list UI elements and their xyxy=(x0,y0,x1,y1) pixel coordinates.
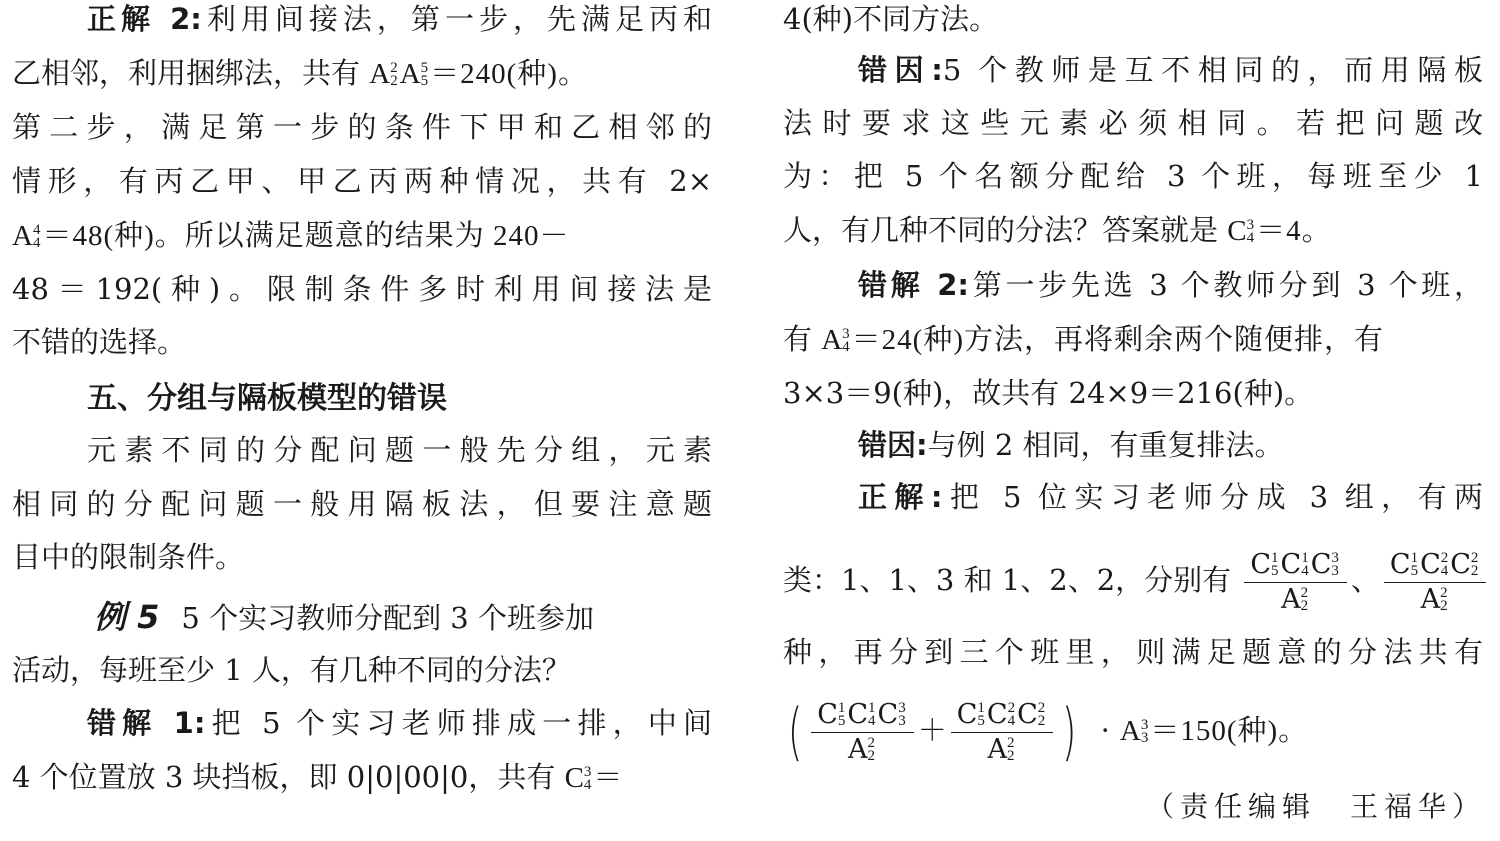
fraction: C 1 5 C 1 4 C 3 3 A 2 2 xyxy=(1244,548,1347,617)
math-A: A xyxy=(821,324,843,356)
wrong-solution-1-label: 错解 1: xyxy=(87,706,206,740)
formula-line: ( C 1 5 C 1 4 C 3 3 A 2 2 ＋ C 1 5 C 2 4 C 2 2 A 2 2 ) · A 3 3 ＝150(种)。 xyxy=(787,695,1309,768)
text-line: 4(种)不同方法。 xyxy=(783,2,999,36)
text-line: 乙相邻，利用捆绑法，共有 A 2 2 A 5 5 ＝240(种)。 xyxy=(12,56,588,90)
math-C: C xyxy=(1227,215,1247,247)
solution-2-label: 正解 2: xyxy=(87,2,202,36)
text-line: 第二步，满足第一步的条件下甲和乙相邻的 xyxy=(12,110,712,144)
text-line: 情形，有丙乙甲、甲乙丙两种情况，共有 2× xyxy=(12,164,712,198)
text-line: 错因:5 个教师是互不相同的，而用隔板 xyxy=(858,53,1483,87)
text-line: 为：把 5 个名额分配给 3 个班，每班至少 1 xyxy=(783,159,1483,193)
fraction: C 1 5 C 1 4 C 3 3 A 2 2 xyxy=(811,698,914,767)
text-line: 3×3＝9(种)，故共有 24×9＝216(种)。 xyxy=(783,376,1314,410)
error-cause-label: 错因: xyxy=(858,53,943,87)
text-line: 48＝192(种)。限制条件多时利用间接法是 xyxy=(12,272,712,306)
section-heading: 五、分组与隔板模型的错误 xyxy=(87,381,447,416)
fraction: C 1 5 C 2 4 C 2 2 A 2 2 xyxy=(951,698,1054,767)
text-line: 目中的限制条件。 xyxy=(12,540,245,574)
math-A: A xyxy=(369,58,391,90)
text-line: 元素不同的分配问题一般先分组，元素 xyxy=(87,433,712,467)
formula-line: 类：1、1、3 和 1、2、2，分别有 C 1 5 C 1 4 C 3 3 A 2 2 、 C 1 5 C 2 4 C 2 2 A 2 2 xyxy=(783,545,1483,615)
example-label: 例 5 xyxy=(94,598,160,636)
text-line: 有 A 3 4 ＝24(种)方法，再将剩余两个随便排，有 xyxy=(783,322,1384,356)
text-line: 人，有几种不同的分法？答案就是 C 3 4 ＝4。 xyxy=(783,213,1332,247)
text-line: 正解:把 5 位实习老师分成 3 组，有两 xyxy=(858,480,1483,514)
text-line: 4 个位置放 3 块挡板，即 0|0|00|0，共有 C 3 4 ＝ xyxy=(12,760,624,794)
text-line: 正解 2:利用间接法，第一步，先满足丙和 xyxy=(87,2,712,36)
fraction: C 1 5 C 2 4 C 2 2 A 2 2 xyxy=(1384,548,1487,617)
text-line: 法时要求这些元素必须相同。若把问题改 xyxy=(783,106,1483,140)
text-line: A 4 4 ＝48(种)。所以满足题意的结果为 240－ xyxy=(12,220,570,252)
text-line: 活动，每班至少 1 人，有几种不同的分法？ xyxy=(12,653,571,687)
right-paren: ) xyxy=(1062,695,1077,768)
example-line: 例 5 5 个实习教师分配到 3 个班参加 xyxy=(94,598,594,636)
math-A: A xyxy=(12,220,33,252)
math-A: A xyxy=(399,58,421,90)
text-line: 错解 2:第一步先选 3 个教师分到 3 个班， xyxy=(858,268,1483,302)
math-C: C xyxy=(564,762,584,794)
wrong-solution-2-label: 错解 2: xyxy=(858,268,970,302)
error-cause-label: 错因: xyxy=(858,428,928,462)
correct-solution-label: 正解: xyxy=(858,480,943,514)
text-line: 相同的分配问题一般用隔板法，但要注意题 xyxy=(12,487,712,521)
editor-credit: （责任编辑 王福华） xyxy=(1145,790,1486,823)
text-line: 错解 1:把 5 个实习老师排成一排，中间 xyxy=(87,706,713,740)
text-line: 不错的选择。 xyxy=(12,325,187,359)
text-line: 种，再分到三个班里，则满足题意的分法共有 xyxy=(783,635,1483,669)
left-paren: ( xyxy=(787,695,803,768)
text-line: 错因:与例 2 相同，有重复排法。 xyxy=(858,428,1284,462)
